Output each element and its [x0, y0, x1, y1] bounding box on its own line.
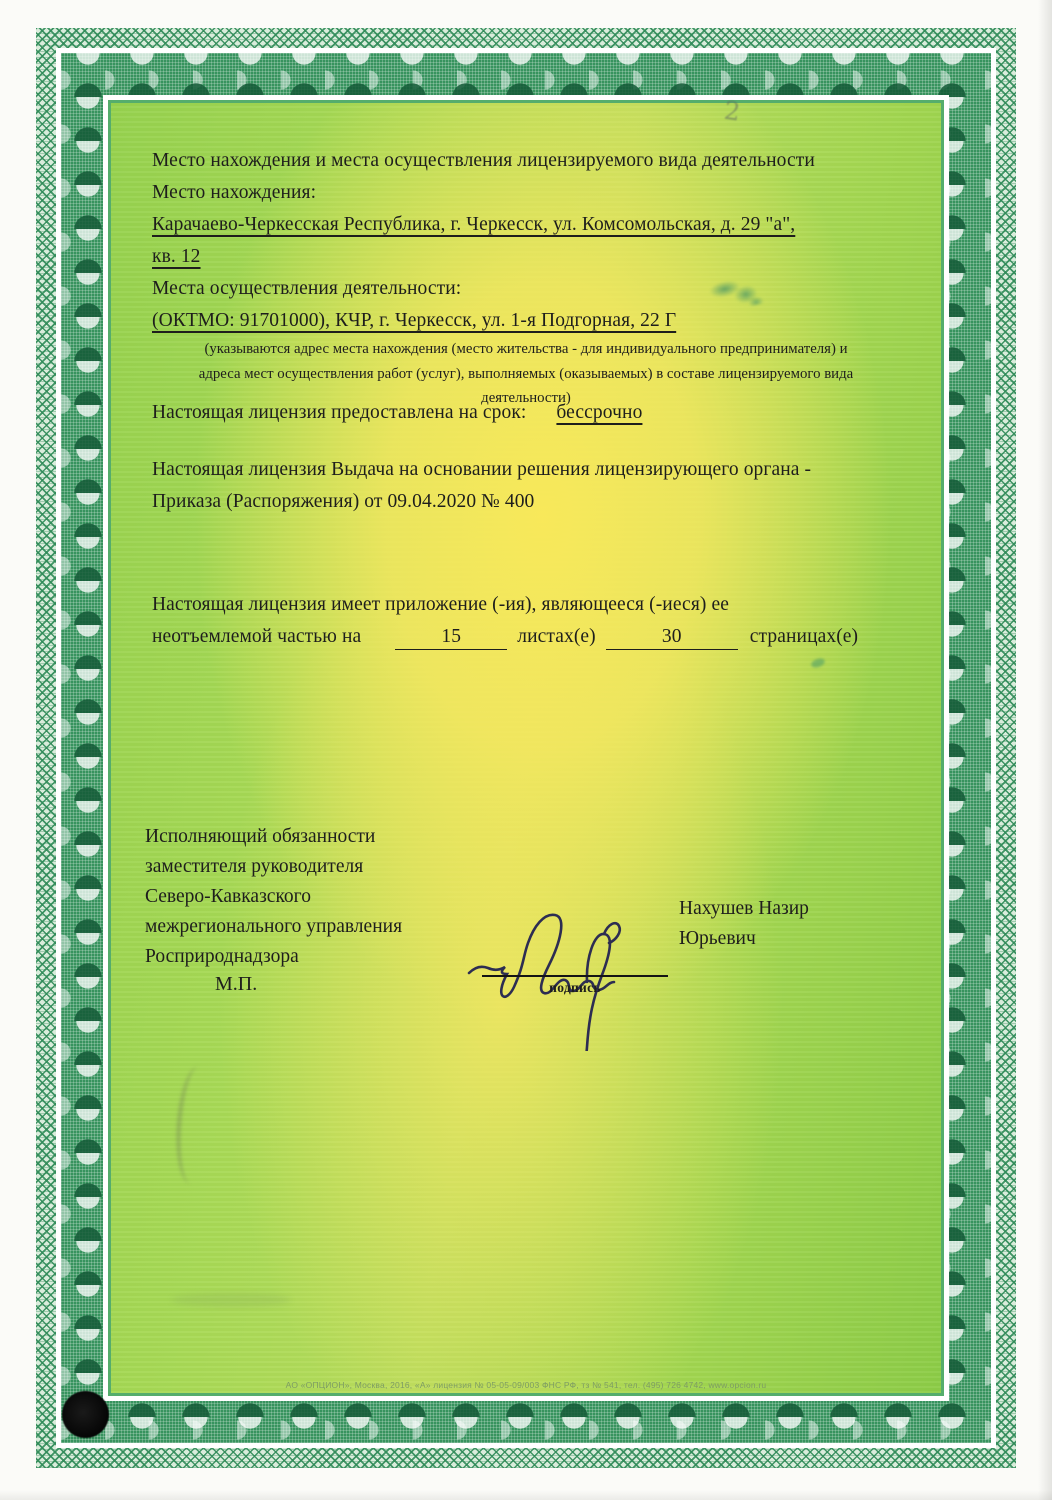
activity-places-label: Места осуществления деятельности:: [152, 278, 462, 299]
sheets-count-field: 15: [395, 625, 507, 650]
border-checker-band: [36, 28, 1016, 1468]
attachment-line1: Настоящая лицензия имеет приложение (-ия), являющееся (-иеся) ее: [152, 594, 729, 615]
attachment-line2: [152, 621, 941, 653]
position-line: заместителя руководителя: [145, 856, 364, 877]
printer-imprint: АО «ОПЦИОН», Москва, 2016, «А» лицензия № 05-05-09/003 ФНС РФ, тз № 541, тел. (495) 726 4742, www.opcion.ru: [285, 1380, 767, 1390]
term-value: бессрочно: [556, 402, 643, 423]
basis-line1: Настоящая лицензия Выдача на основании решения лицензирующего органа -: [152, 459, 812, 480]
signature-caption: подпись: [549, 980, 601, 995]
signatory-name-block: [679, 894, 809, 954]
border-white-gap: [56, 48, 996, 1448]
small-ink-dot: [810, 657, 826, 669]
signatory-name-line2: Юрьевич: [679, 928, 756, 949]
content-panel: [108, 95, 944, 1396]
license-term-line: [111, 397, 941, 429]
note-line3: деятельности): [481, 390, 571, 406]
punch-hole: [62, 1391, 109, 1438]
attachment-block: [111, 589, 941, 653]
gray-smudge-streak: [173, 1065, 211, 1185]
pencil-mark: 2: [722, 95, 743, 127]
signatory-name-line1: Нахушев Назир: [679, 898, 809, 919]
location-address-line1: Карачаево-Черкесская Республика, г. Черкесск, ул. Комсомольская, д. 29 "а",: [152, 214, 796, 235]
basis-line2: Приказа (Распоряжения) от 09.04.2020 № 400: [152, 491, 535, 512]
section-heading: Место нахождения и места осуществления лицензируемого вида деятельности: [152, 150, 815, 171]
signature-line: [482, 975, 668, 977]
certificate-security-border: [36, 28, 1016, 1468]
position-line: Росприроднадзора: [145, 946, 299, 967]
position-line: Исполняющий обязанности: [145, 826, 376, 847]
sheets-label: листах(е): [517, 626, 596, 647]
note-line1: (указываются адрес места нахождения (место жительства - для индивидуального предпринимателя) и: [204, 341, 848, 357]
location-address-line2: кв. 12: [152, 246, 201, 267]
pages-count-field: 30: [606, 625, 738, 650]
bleed-through-smudge: [171, 1293, 291, 1307]
pages-label: страницах(е): [749, 626, 859, 647]
activity-places-value: (ОКТМО: 91701000), КЧР, г. Черкесск, ул. 1-я Подгорная, 22 Г: [152, 310, 677, 331]
address-section: [111, 145, 941, 337]
location-label: Место нахождения:: [152, 182, 317, 203]
position-line: межрегионального управления: [145, 916, 403, 937]
border-guilloche-band: [61, 53, 991, 1443]
signatory-position-block: [111, 822, 941, 972]
note-line2: адреса мест осуществления работ (услуг), выполняемых (оказываемых) в составе лицензируемого вида: [198, 365, 854, 382]
position-line: Северо-Кавказского: [145, 886, 311, 907]
attachment-prefix: неотъемлемой частью на: [152, 626, 362, 647]
stamp-place-label: М.П.: [215, 973, 258, 995]
term-label: Настоящая лицензия предоставлена на срок:: [152, 402, 527, 423]
issue-basis-block: [111, 454, 941, 518]
panel-white-trim: [103, 95, 949, 1401]
